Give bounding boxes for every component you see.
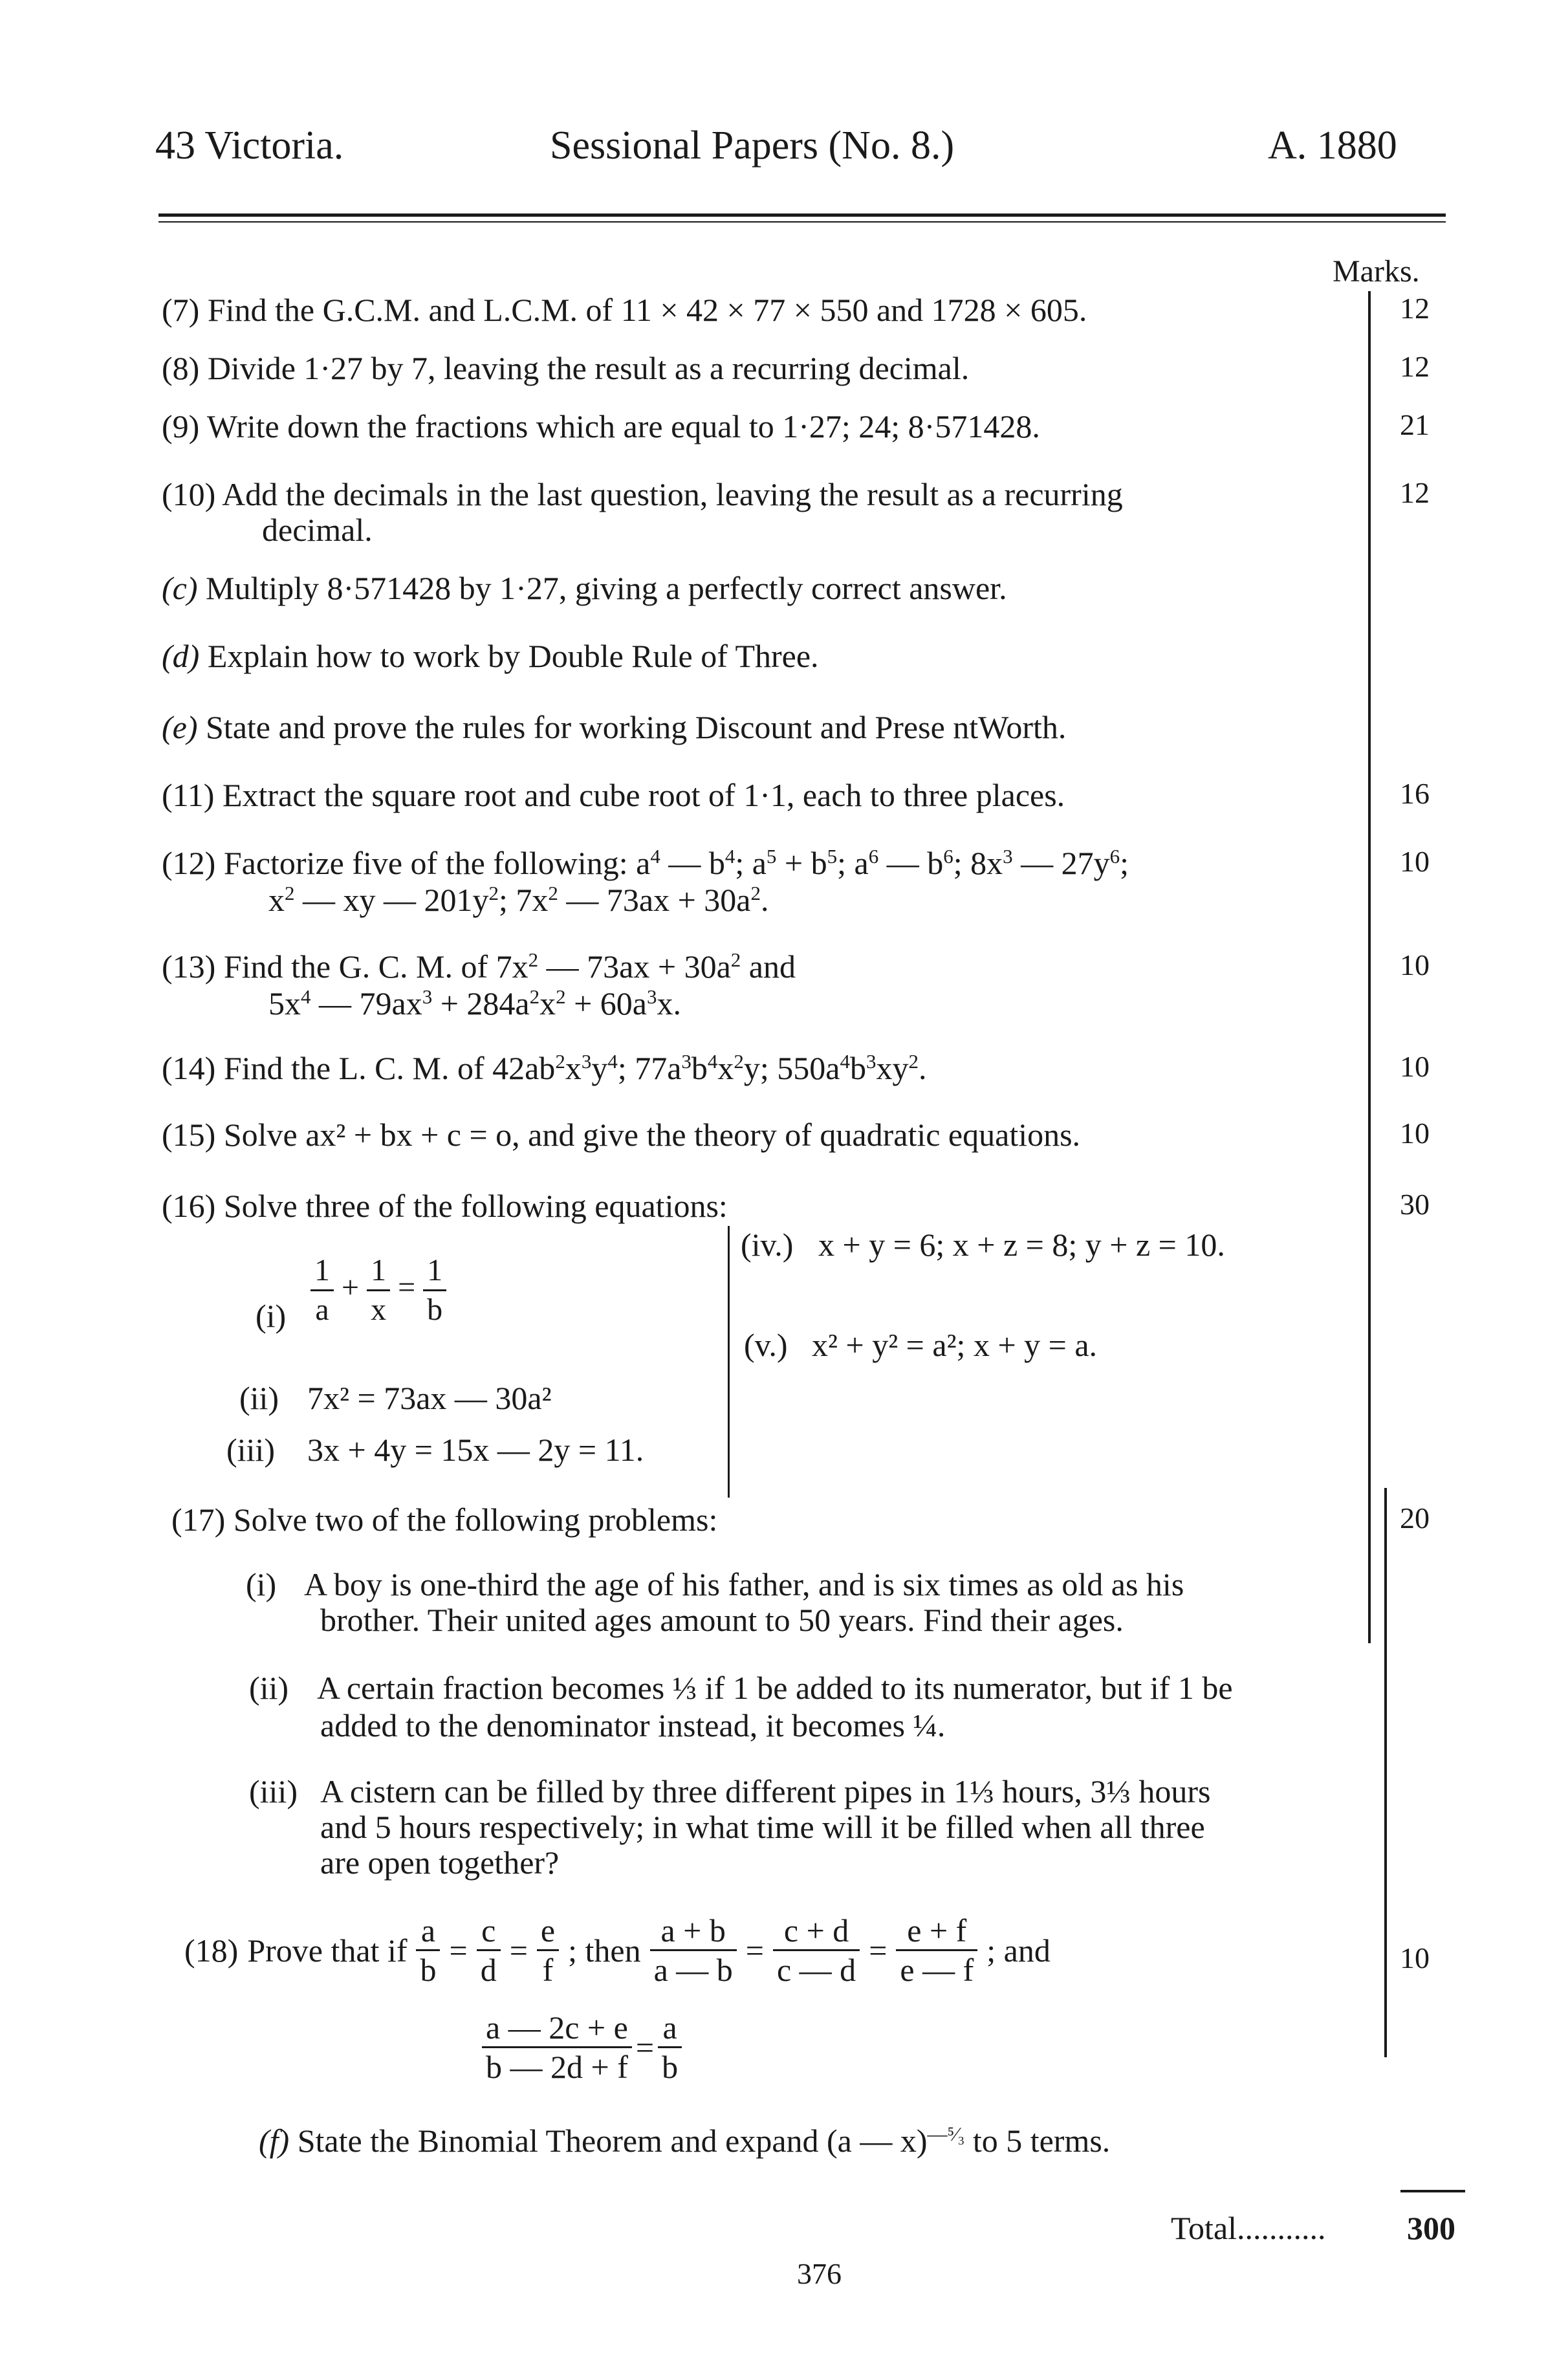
total-label: Total...........: [1171, 2210, 1326, 2246]
q16-v-label: (v.): [744, 1327, 788, 1363]
question-text: Prove that if: [247, 1932, 408, 1969]
q17-ii-label: (ii): [249, 1670, 289, 1706]
header-right: A. 1880: [1268, 124, 1397, 168]
q16-iii-equation: 3x + 4y = 15x — 2y = 11.: [307, 1432, 644, 1468]
question-d: [162, 637, 819, 675]
page-number: 376: [797, 2257, 842, 2290]
expression: $a^4$ — $b^4$; $a^5 + b^5$; $a^6$ — $b^6$; $8x^3$ — $27y^6$;: [636, 844, 1129, 881]
q16-iv-equation: x + y = 6; x + z = 8; y + z = 10.: [818, 1227, 1225, 1263]
fraction: $\frac{c}{d}$: [477, 1912, 501, 1989]
question-10-line2: decimal.: [262, 512, 373, 548]
mark-13: 10: [1400, 948, 1430, 981]
q17-i-line1: A boy is one-third the age of his father, and is six times as old as his: [304, 1566, 1184, 1602]
q17-i-label: (i): [246, 1566, 277, 1602]
question-number: (11): [162, 777, 215, 813]
q17-iii-line1: A cistern can be filled by three different pipes in 1⅓ hours, 3⅓ hours: [320, 1773, 1211, 1809]
mark-18: 10: [1400, 1941, 1430, 1974]
fraction: $\frac{a}{b}$: [416, 1912, 440, 1989]
mark-9: 21: [1400, 408, 1430, 441]
question-text: Solve ax² + bx + c = o, and give the theory of quadratic equations.: [223, 1117, 1081, 1153]
question-number: (15): [162, 1117, 216, 1153]
question-number: (14): [162, 1050, 216, 1086]
question-15: [162, 1116, 1080, 1153]
total-rule: [1400, 2190, 1465, 2192]
question-text: Divide 1·27 by 7, leaving the result as a recurring decimal.: [207, 350, 970, 386]
question-c: [162, 569, 1007, 607]
fraction: $\frac{c + d}{c — d}$: [773, 1912, 860, 1989]
question-16: [162, 1187, 728, 1225]
question-number: (17): [171, 1502, 226, 1538]
question-10: [162, 475, 1123, 513]
question-13-line2: $5x^4$ — $79ax^3 + 284a^2x^2 + 60a^3x$.: [268, 985, 681, 1022]
total-value: 300: [1407, 2210, 1455, 2246]
question-text: Find the G. C. M. of: [223, 948, 488, 985]
expression: (a — x)$^{—^5⁄_3}$ to 5 terms.: [827, 2122, 1111, 2159]
mark-12: 10: [1400, 845, 1430, 878]
mark-7: 12: [1400, 292, 1430, 325]
question-number: (e): [162, 709, 198, 745]
question-text: Find the G.C.M. and L.C.M. of 11 × 42 × 77 × 550 and 1728 × 605.: [207, 292, 1087, 328]
expression: $7x^2$ — $73ax + 30a^2$ and: [495, 948, 796, 985]
q16-divider: [728, 1226, 730, 1498]
question-text: Solve two of the following problems:: [233, 1502, 718, 1538]
fraction: $\frac{e + f}{e — f}$: [896, 1912, 977, 1989]
question-14: [162, 1049, 927, 1087]
question-text: Add the decimals in the last question, leaving the result as a recurring: [222, 476, 1123, 512]
question-number: (16): [162, 1188, 216, 1224]
header-center: Sessional Papers (No. 8.): [550, 124, 955, 168]
expression: $42ab^2x^3y^4$; $77a^3b^4x^2y$; $550a^4b^3xy^2$.: [492, 1049, 927, 1086]
fraction: $\frac{a + b}{a — b}$: [650, 1912, 737, 1989]
question-12-line2: $x^2$ — xy — $201y^2$; $7x^2$ — $73ax + 30a^2$.: [268, 881, 769, 918]
header-rule-thin: [158, 221, 1446, 223]
q16-iii-label: (iii): [226, 1432, 275, 1468]
question-number: (10): [162, 476, 216, 512]
question-number: (12): [162, 845, 216, 881]
question-text: State and prove the rules for working Discount and Prese ntWorth.: [206, 709, 1067, 745]
question-12: [162, 844, 1129, 882]
question-number: (13): [162, 948, 216, 985]
mark-14: 10: [1400, 1050, 1430, 1083]
mark-16: 30: [1400, 1188, 1430, 1221]
question-11: [162, 776, 1065, 814]
question-number: (8): [162, 350, 200, 386]
question-e: [162, 708, 1066, 746]
fraction: $\frac{e}{f}$: [537, 1912, 559, 1989]
q16-i-label: (i): [256, 1298, 287, 1334]
q16-ii-label: (ii): [239, 1380, 279, 1416]
q16-ii-equation: 7x² = 73ax — 30a²: [307, 1380, 552, 1416]
question-text: Extract the square root and cube root of 1·1, each to three places.: [222, 777, 1065, 813]
question-text: Write down the fractions which are equal to 1·27; 24; 8·571428.: [206, 408, 1040, 444]
q17-ii-line1: A certain fraction becomes ⅓ if 1 be added to its numerator, but if 1 be: [317, 1670, 1233, 1706]
q16-i-equation: $\frac{1}{a}$ + $\frac{1}{x}$ = $\frac{1}{b}$: [310, 1252, 446, 1329]
question-13: [162, 948, 796, 985]
question-18: (18) Prove that if $\frac{a}{b}$ = $\frac{c}{d}$ = $\frac{e}{f}$ ; then $\frac{a + b}{a — b}$ = $\frac{c + d}{c — d}$ = $\frac{e + f}{e — f}$ ; and: [184, 1912, 1051, 1988]
question-text: State the Binomial Theorem and expand: [297, 2123, 819, 2159]
mark-15: 10: [1400, 1117, 1430, 1150]
question-7: [162, 291, 1087, 329]
question-18-line2: $\frac{a — 2c + e}{b — 2d + f}$ = $\frac{a}{b}$: [482, 2009, 682, 2086]
question-number: (f): [259, 2123, 290, 2159]
question-number: (9): [162, 408, 200, 444]
fraction: $\frac{a — 2c + e}{b — 2d + f}$: [482, 2009, 632, 2086]
header-left: 43 Victoria.: [155, 124, 344, 168]
mark-8: 12: [1400, 350, 1430, 383]
q17-iii-label: (iii): [249, 1773, 298, 1809]
mark-11: 16: [1400, 777, 1430, 810]
q16-iv-label: (iv.): [741, 1227, 794, 1263]
header-rule-thick: [158, 213, 1446, 217]
question-8: [162, 349, 969, 387]
question-number: (d): [162, 638, 200, 674]
question-text: Multiply 8·571428 by 1·27, giving a perfectly correct answer.: [206, 570, 1007, 606]
question-number: (7): [162, 292, 200, 328]
question-text: Solve three of the following equations:: [223, 1188, 728, 1224]
question-9: [162, 408, 1040, 445]
q17-iii-line3: are open together?: [320, 1844, 560, 1881]
question-text: Factorize five of the following:: [223, 845, 628, 881]
q17-i-line2: brother. Their united ages amount to 50 years. Find their ages.: [320, 1602, 1124, 1638]
question-text: Explain how to work by Double Rule of Three.: [207, 638, 819, 674]
q17-ii-line2: added to the denominator instead, it becomes ¼.: [320, 1707, 946, 1743]
fraction: $\frac{a}{b}$: [658, 2009, 682, 2086]
question-f: [259, 2122, 1110, 2159]
question-17: [171, 1501, 717, 1538]
q17-iii-line2: and 5 hours respectively; in what time will it be filled when all three: [320, 1809, 1205, 1845]
mark-17: 20: [1400, 1502, 1430, 1535]
q16-v-equation: x² + y² = a²; x + y = a.: [812, 1327, 1098, 1363]
question-number: (c): [162, 570, 198, 606]
question-number: (18): [184, 1932, 239, 1969]
marks-heading: Marks.: [1333, 254, 1420, 289]
question-text: Find the L. C. M. of: [223, 1050, 485, 1086]
mark-10: 12: [1400, 476, 1430, 509]
